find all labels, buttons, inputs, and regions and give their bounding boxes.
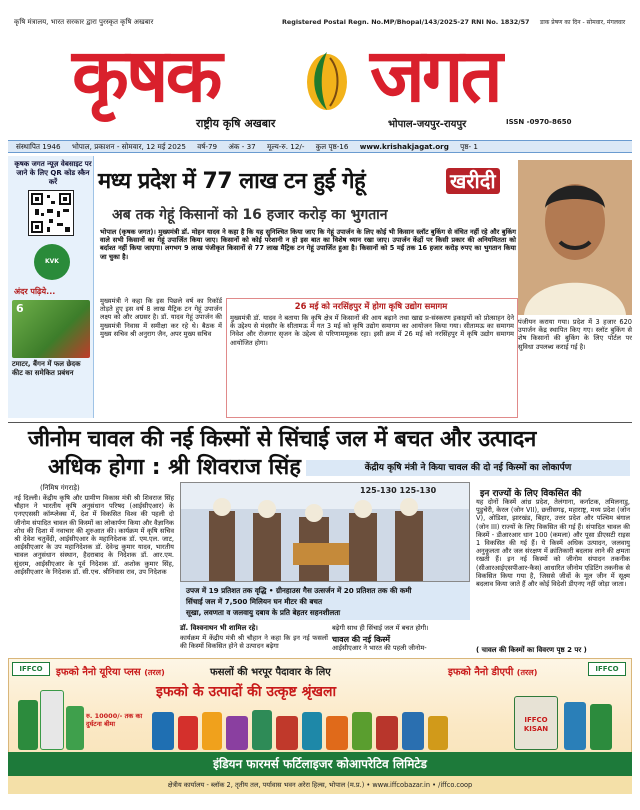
issue-info-bar <box>8 140 632 153</box>
masthead-tagline: राष्ट्रीय कृषि अखबार <box>196 117 276 130</box>
ad-tagline: फसलों की भरपूर पैदावार के लिए <box>210 667 331 678</box>
iffco-logo-right: IFFCO <box>588 662 626 676</box>
launch-event-photo[interactable] <box>180 482 470 582</box>
kisan-bag-label: IFFCO KISAN <box>523 716 549 733</box>
qr-instruction: कृषक जगत न्यूज़ वेबसाइट पर जाने के लिए QR कोड स्कैन करें <box>14 160 92 186</box>
top-tagline: कृषि मंत्रालय, भारत सरकार द्वारा पुरस्कृत कृषि अखबार <box>14 18 154 26</box>
byline: (निमिष गंगराड़े) <box>40 484 80 492</box>
mid-column-text-2: आईसीएआर ने भारत की पहली जीनोम- <box>332 644 427 652</box>
inside-label: अंदर पढ़िये... <box>14 287 56 296</box>
ad-product-left: इफको नैनो यूरिया प्लस (तरल) <box>56 667 165 678</box>
inside-story-link[interactable]: टमाटर, बैंगन में फल छेदक कीट का समेकित प्रबंधन <box>12 360 81 377</box>
photo-caption-body: कार्यक्रम में केंद्रीय मंत्री श्री चौहान ने कहा कि इन नई फसलों की किस्मों विकसित होने से उत्पादन बढ़ेगा <box>180 634 328 651</box>
masthead-logo-icon <box>290 44 364 114</box>
page-number: पृष्ठ- 1 <box>460 142 478 151</box>
second-headline-tag: केंद्रीय कृषि मंत्री ने किया चावल की दो नई किस्मों का लोकार्पण <box>306 460 630 476</box>
lead-column-3: पंजीयन कराया गया। प्रदेश में 3 हजार 620 उपार्जन केंद्र स्थापित किए गए। स्लॉट बुकिंग से शेष किसानों की बुकिंग के लिए पोर्टल पर सुविधा उपलब्ध कराई गई है। <box>518 318 632 351</box>
inside-page-number: 6 <box>16 302 24 315</box>
second-right-column: यह दोनों किस्में आंध्र प्रदेश, तेलंगाना, कर्नाटक, तमिलनाडु, पुडुचेरी, केरल (जोन VII), छत्तीसगढ़, महाराष्ट्र, मध्य प्रदेश (जोन V), ओडिशा, झारखंड, बिहार, उत्तर प्रदेश और पश्चिम बंगाल (जोन III) राज्यों के लिए विकसित की गई हैं। संपादित चावल की किस्में - डीआरआर धान 100 (कमला) और पूसा डीएसटी राइस 1 विकसित की गई हैं। ये किस्में अधिक उत्पादन, जलवायु अनुकूलता और जल संरक्षण में क्रांतिकारी बदलाव लाने की क्षमता रखती हैं। इन नई किस्मों को जीनोम संपादन तकनीक (सीआरआईएसपीआर-कैस) आधारित जीनोम एडिटिंग तकनीक से विकसित किया गया है, जिससे जीवों के मूल जीन में सूक्ष्म बदलाव किया जाते हैं और कोई विदेशी डीएनए नहीं जोड़ा जाता। <box>476 498 631 589</box>
key-points <box>180 582 470 620</box>
total-pages: कुल पृष्ठ-16 <box>315 142 349 151</box>
lead-column-1: मुख्यमंत्री ने कहा कि इस पिछले वर्ष का रिकॉर्ड तोड़ते हुए इस वर्ष 8 लाख मैट्रिक टन गेहूं उपार्जन लक्ष्य को और अग्रसर है। डॉ. यादव गेहूं उपार्जन की मुख्यमंत्री निवास में समीक्षा कर रहे थे। बैठक में मुख्य सचिव श्री अनुराग जैन, अपर मुख्य सचिव <box>100 297 222 338</box>
price: मूल्य-रु. 12/- <box>267 142 305 151</box>
continued-link[interactable]: ( चावल की किस्मों का विवरण पृष्ठ 2 पर ) <box>476 646 587 654</box>
second-left-column: नई दिल्ली। केंद्रीय कृषि और ग्रामीण विकास मंत्री श्री शिवराज सिंह चौहान ने भारतीय कृषि अनुसंधान परिषद (आईसीएआर) के एनएएससी कॉम्प्लेक्स में, देश में विकसित विश्व की पहली दो जीनोम संपादित चावल की किस्मों का लोकार्पण किया और वैज्ञानिक शोध की दिशा में नवाचार की शुरुआत की। कार्यक्रम में कृषि सचिव श्री देवेश चतुर्वेदी, आईसीएआर के महानिदेशक डॉ. एम.एल. जाट, आईसीएआर के उप महानिदेशक डॉ. देवेन्द्र कुमार यादव, भारतीय चावल अनुसंधान संस्थान, हैदराबाद के निदेशक डॉ. आर.एम. सुंदरम, आईसीएआर के पूर्व निदेशक डॉ. अशोक कुमार सिंह, आईसीएआर के निदेशक डॉ. सी.एच. श्रीनिवास राव, उप निदेशक <box>14 494 174 576</box>
issn: ISSN -0970-8650 <box>506 118 572 126</box>
ad-company-name: इंडियन फारमर्स फर्टिलाइजर कोआपरेटिव लिमिटेड <box>8 752 632 776</box>
second-headline-line1[interactable]: जीनोम चावल की नई किस्मों से सिंचाई जल में बचत और उत्पादन <box>28 427 537 452</box>
mid-column-text: बढ़ेगी साथ ही सिंचाई जल में बचत होगी। <box>332 624 429 632</box>
photo-caption-credit: डॉ. विश्वनाथन भी शामिल रहे। <box>180 624 258 632</box>
states-subhead: इन राज्यों के लिए विकसित की <box>480 489 582 499</box>
ad-address: क्षेत्रीय कार्यालय - ब्लॉक 2, तृतीय तल, पर्यावास भवन अरेरा हिल्स, भोपाल (म.प्र.) • www.iffcobazar.in • /iffco.coop <box>8 776 632 794</box>
section-divider <box>8 422 632 423</box>
qr-code-icon[interactable] <box>28 190 74 236</box>
registration-line: Registered Postal Regn. No.MP/Bhopal/143/2025-27 RNI No. 1832/57 <box>282 18 530 26</box>
lead-paragraph: भोपाल (कृषक जगत)। मुख्यमंत्री डॉ. मोहन यादव ने कहा है कि यह सुनिश्चित किया जाए कि गेहूं उपार्जन के लिए कोई भी किसान स्लॉट बुकिंग से वंचित नहीं रहे और बुकिंग वाले सभी किसानों का गेहूं उपार्जित किया जाए। किसानों को कोई परेशानी न हो इस बात का विशेष ध्यान रखा जाए। उपार्जन केंद्रों पर किसी प्रकार की अनियमितता को बर्दाश्त नहीं किया जाएगा। लगभग 9 लाख पंजीकृत किसानों से 77 लाख मैट्रिक टन गेहूं उपार्जित हुआ है। किसानों को 5 मई तक 16 हजार करोड़ रुपए का भुगतान किया जा चुका है। <box>100 228 516 261</box>
key-point: उपज में 19 प्रतिशत तक वृद्धि • ग्रीनहाउस गैस उत्सर्जन में 20 प्रतिशत तक की कमी <box>186 586 412 595</box>
second-headline-line2[interactable]: अधिक होगा : श्री शिवराज सिंह <box>48 455 301 480</box>
website-link[interactable]: www.krishakjagat.org <box>359 142 449 151</box>
box-headline: 26 मई को नरसिंहपुर में होगा कृषि उद्योग समागम <box>294 301 448 311</box>
chief-minister-photo[interactable] <box>518 160 632 315</box>
iffco-logo-left: IFFCO <box>12 662 50 676</box>
lead-subhead: अब तक गेहूं किसानों को 16 हजार करोड़ का भुगतान <box>112 207 388 223</box>
masthead-editions: भोपाल-जयपुर-रायपुर <box>388 119 467 130</box>
masthead-title-right: जगत <box>370 33 500 119</box>
box-body: मुख्यमंत्री डॉ. यादव ने बताया कि कृषि क्षेत्र में किसानों की आय बढ़ाने तथा खाद्य प्र-संस्करण इकाइयों को प्रोत्साहन देने के उद्देश्य से मंदसौर के सीतामऊ में गत 3 मई को कृषि उद्योग समागम का आयोजन किया गया। सीतामऊ का समागम निवेश और रोजगार सृजन के उद्देश्य से परिणाममूलक रहा। इसी क्रम में 26 मई को नरसिंहपुर में कृषि उद्योग समागम आयोजित होगा। <box>230 314 514 347</box>
issue-dateline: भोपाल, प्रकाशन - सोमवार, 12 मई 2025 <box>71 142 186 151</box>
photo-banner-text: 125-130 125-130 <box>360 486 437 495</box>
mid-subhead: चावल की नई किस्में <box>332 635 391 644</box>
kvk-logo: KVK <box>34 244 70 280</box>
dispatch-line: डाक प्रेषण का दिन - सोमवार, मंगलवार <box>540 19 626 26</box>
volume-year: वर्ष-79 <box>197 142 218 151</box>
lead-headline[interactable]: मध्य प्रदेश में 77 लाख टन हुई गेहूं <box>98 169 366 194</box>
ad-offer: रु. 10000/- तक का दुर्घटना बीमा <box>86 712 143 728</box>
key-point: सिंचाई जल में 7,500 मिलियन घन मीटर की बचत <box>186 597 323 606</box>
ad-banner: इफको के उत्पादों की उत्कृष्ट श्रृंखला <box>156 684 337 700</box>
issue-number: अंक - 37 <box>228 142 256 151</box>
lead-headline-tag: खरीदी <box>446 168 500 194</box>
established: संस्थापित 1946 <box>16 142 61 151</box>
key-point: सूखा, लवणता व जलवायु दबाव के प्रति बेहतर सहनशीलता <box>186 608 341 617</box>
masthead-title-left: कृषक <box>72 33 220 119</box>
ad-product-right: इफको नैनो डीएपी (तरल) <box>448 667 538 678</box>
